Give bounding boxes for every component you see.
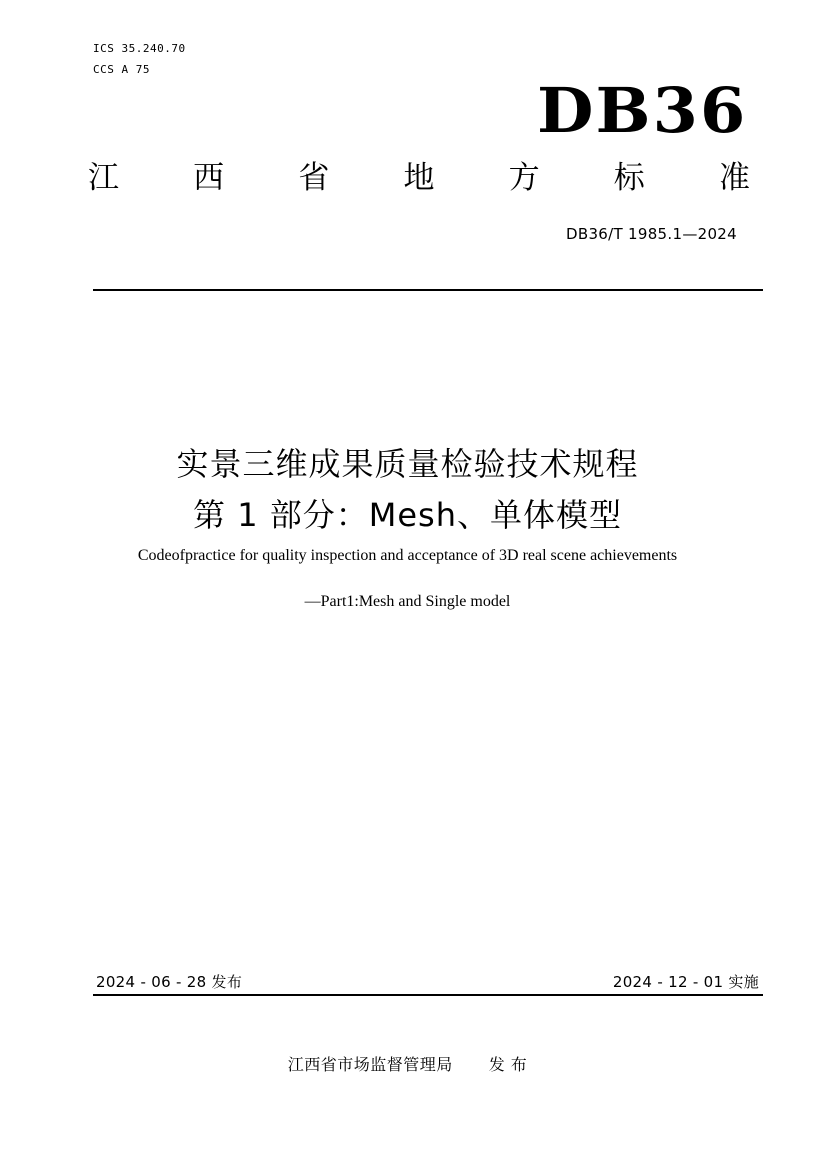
doc-type-char: 江: [88, 160, 119, 196]
doc-type-char: 地: [403, 160, 435, 196]
document-number: DB36/T 1985.1—2024: [566, 225, 737, 243]
publisher-action: 发 布: [488, 1055, 528, 1074]
bottom-divider: [93, 994, 763, 996]
implementation-date: 2024 - 12 - 01 实施: [612, 973, 759, 991]
ccs-code: CCS A 75: [93, 63, 150, 76]
publisher-line: [0, 1054, 815, 1076]
standard-logo: DB36: [536, 74, 747, 147]
doc-type-char: 准: [718, 160, 750, 196]
title-en-line1: Codeofpractice for quality inspection and acceptance of 3D real scene achievements: [137, 547, 678, 564]
doc-type-char: 西: [193, 160, 225, 196]
document-type-heading: [88, 156, 750, 200]
title-cn-line2: 第 1 部分：Mesh、单体模型: [193, 496, 622, 534]
publisher-org: 江西省市场监督管理局: [287, 1055, 453, 1074]
top-divider: [93, 289, 763, 291]
doc-type-char: 方: [508, 160, 540, 196]
doc-type-char: 省: [298, 160, 330, 196]
doc-type-char: 标: [613, 160, 645, 196]
title-cn-line1: 实景三维成果质量检验技术规程: [176, 445, 639, 483]
title-en-line2: —Part1:Mesh and Single model: [304, 593, 511, 610]
ics-code: ICS 35.240.70: [93, 42, 186, 55]
issue-date: 2024 - 06 - 28 发布: [96, 973, 243, 991]
